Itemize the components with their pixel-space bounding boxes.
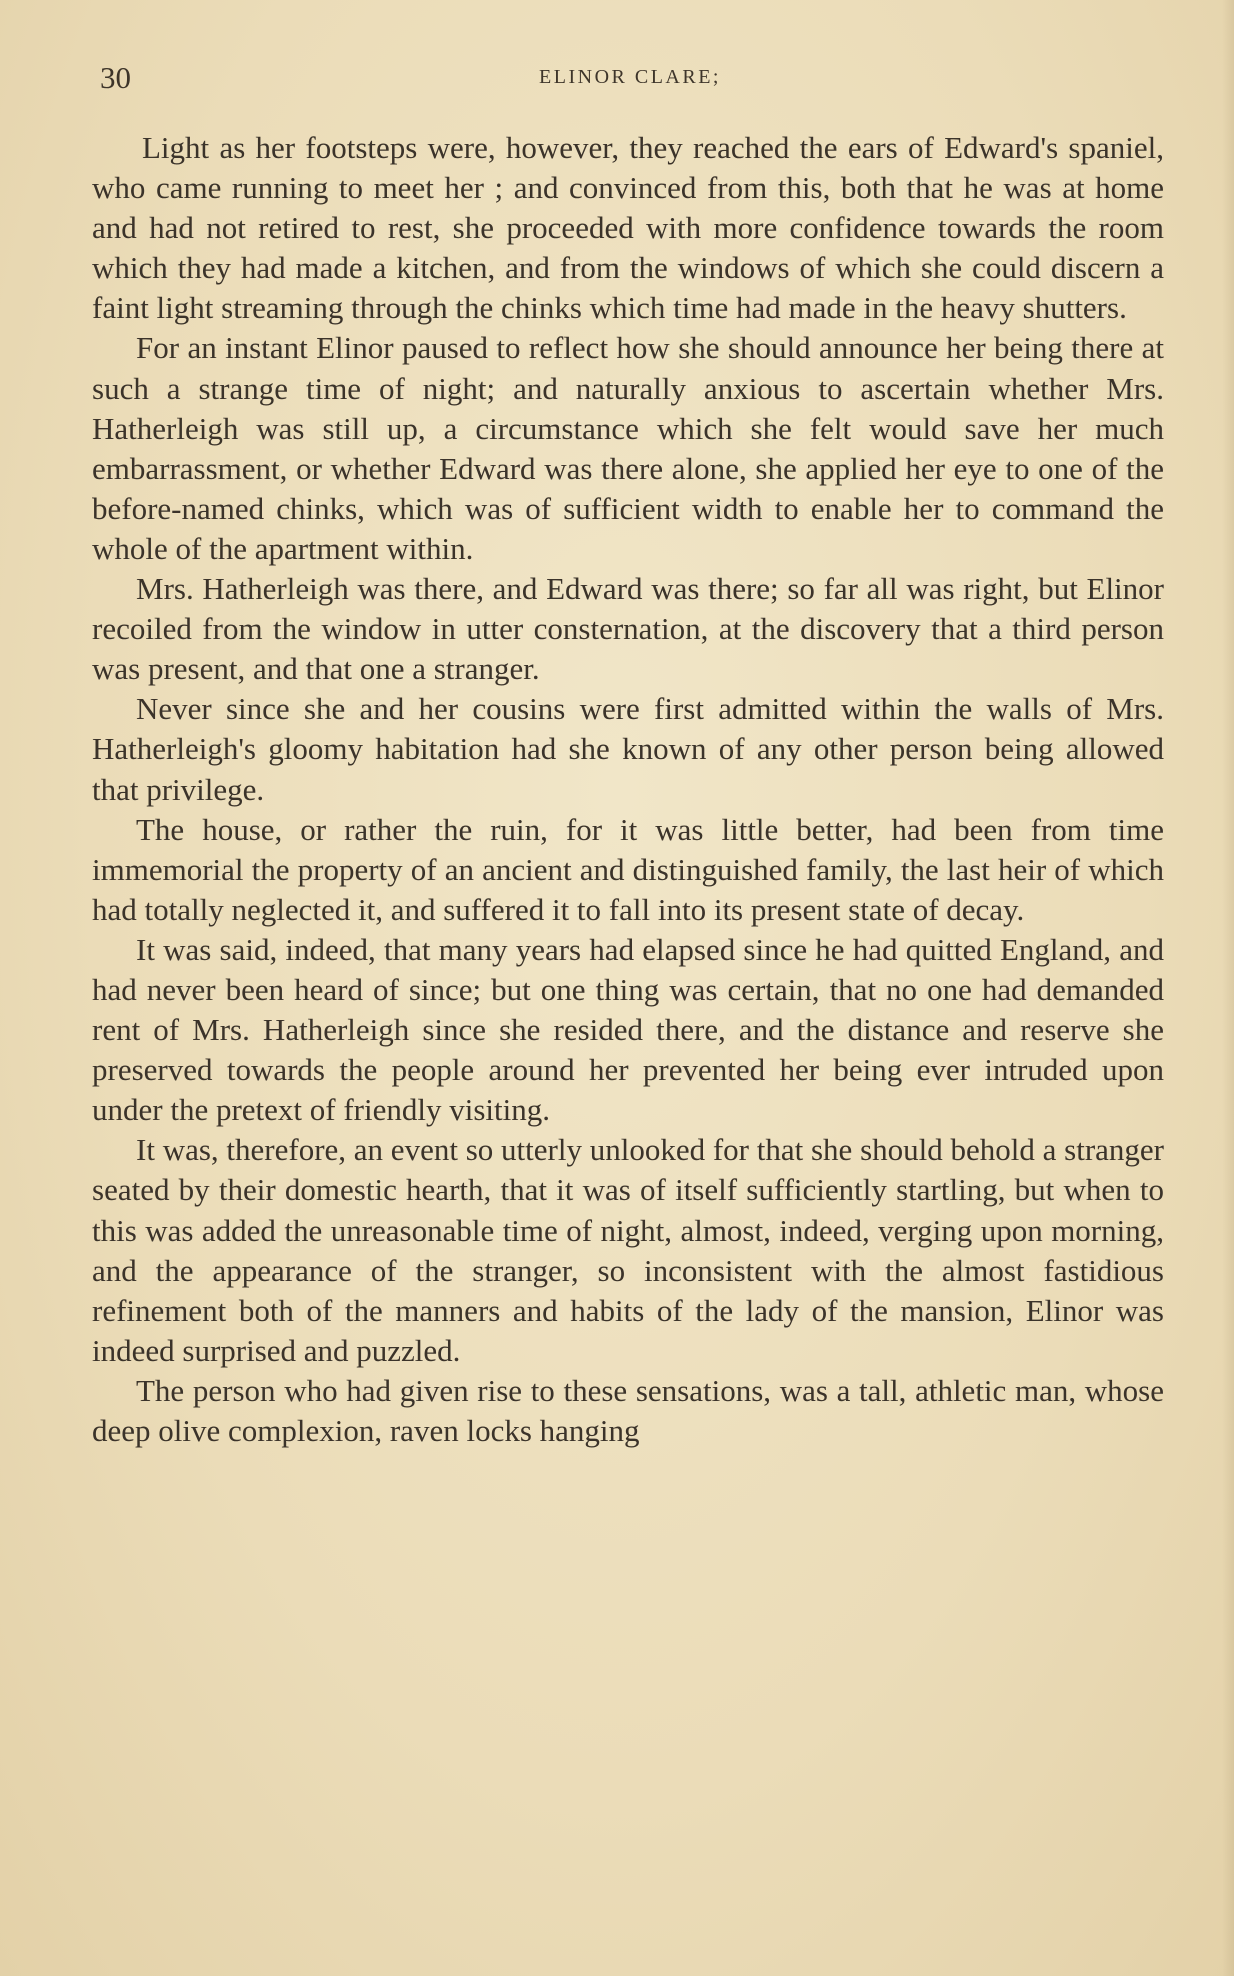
paragraph-7: It was, therefore, an event so utterly unlooked for that she should behold a stranger seated by their domestic hearth, that it was of itself sufficiently startling, but when to this was added the unreasonable time of night, almost, indeed, verging upon morning, and the appearance of the stranger, so inconsistent with the almost fastidious refinement both of the manners and habits of the lady of the mansion, Elinor was indeed surprised and puzzled. [92, 1132, 1164, 1368]
paragraph-2: For an instant Elinor paused to reflect how she should announce her being there at such a strange time of night; and naturally anxious to ascertain whether Mrs. Hatherleigh was still up, a circumstance which she felt would save her much embarrassment, or whether Edward was there alone, she applied her eye to one of the before-named chinks, which was of sufficient width to enable her to command the whole of the apartment within. [92, 330, 1164, 566]
paragraph-4: Never since she and her cousins were first admitted within the walls of Mrs. Hatherleigh's gloomy habitation had she known of any other person being allowed that privilege. [92, 691, 1164, 807]
paragraph-6: It was said, indeed, that many years had elapsed since he had quitted England, and had never been heard of since; but one thing was certain, that no one had demanded rent of Mrs. Hatherleigh since she resided there, and the distance and reserve she preserved towards the people around her prevented her being ever intruded upon under the pretext of friendly visiting. [92, 931, 1164, 1128]
paragraph-3: Mrs. Hatherleigh was there, and Edward was there; so far all was right, but Elinor recoiled from the window in utter consternation, at the discovery that a third person was present, and that one a stranger. [92, 571, 1164, 687]
body-text [92, 128, 1164, 1451]
paragraph-5: The house, or rather the ruin, for it was little better, had been from time immemorial the property of an ancient and distinguished family, the last heir of which had totally neglected it, and suffered it to fall into its present state of decay. [92, 811, 1164, 927]
running-title: ELINOR CLARE; [539, 66, 721, 88]
paragraph-1: Light as her footsteps were, however, they reached the ears of Edward's spaniel, who came running to meet her ; and convinced from this, both that he was at home and had not retired to rest, she proceeded with more confidence towards the room which they had made a kitchen, and from the windows of which she could discern a faint light streaming through the chinks which time had made in the heavy shutters. [92, 130, 1164, 326]
paragraph-8: The person who had given rise to these sensations, was a tall, athletic man, whose deep olive complexion, raven locks hanging [92, 1372, 1164, 1448]
page-number: 30 [100, 60, 131, 95]
page-edge-shadow [1222, 0, 1234, 1976]
page-header [100, 60, 1160, 100]
